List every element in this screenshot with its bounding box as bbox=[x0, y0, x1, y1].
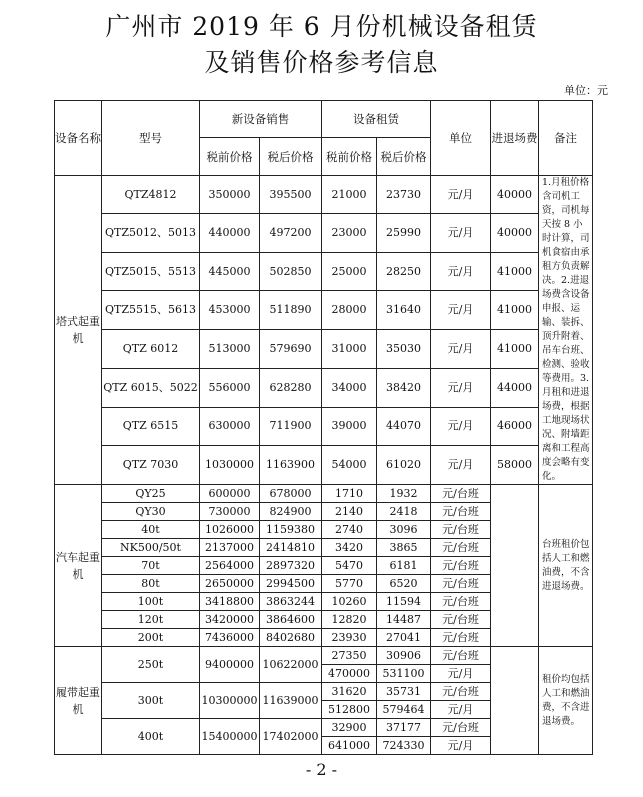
sale-post-tax-cell: 3863244 bbox=[260, 593, 322, 611]
rent-post-tax-cell: 28250 bbox=[377, 253, 431, 291]
sale-post-tax-cell: 628280 bbox=[260, 368, 322, 407]
model-cell: QY25 bbox=[102, 485, 200, 503]
rent-post-tax-cell: 23730 bbox=[377, 176, 431, 214]
sale-pre-tax-cell: 453000 bbox=[200, 291, 260, 330]
unit-cell: 元/台班 bbox=[431, 521, 491, 539]
model-cell: 40t bbox=[102, 521, 200, 539]
unit-cell: 元/月 bbox=[431, 253, 491, 291]
table-row bbox=[55, 485, 593, 503]
rent-pre-tax-cell: 23930 bbox=[322, 629, 377, 647]
model-cell: QTZ5515、5613 bbox=[102, 291, 200, 330]
rent-post-tax-cell: 27041 bbox=[377, 629, 431, 647]
category-truck-crane: 汽车起重机 bbox=[55, 485, 102, 647]
header-unit: 单位 bbox=[431, 101, 491, 176]
entry-exit-fee-cell: 41000 bbox=[491, 330, 539, 368]
model-cell: QTZ4812 bbox=[102, 176, 200, 214]
sale-post-tax-cell: 2897320 bbox=[260, 557, 322, 575]
page-title-line-1: 广州市 2019 年 6 月份机械设备租赁 bbox=[105, 12, 538, 41]
rent-pre-tax-cell: 27350 bbox=[322, 647, 377, 665]
rent-pre-tax-cell: 512800 bbox=[322, 701, 377, 719]
rent-post-tax-cell: 35030 bbox=[377, 330, 431, 368]
table-row bbox=[55, 176, 593, 214]
rent-post-tax-cell: 579464 bbox=[377, 701, 431, 719]
sale-pre-tax-cell: 2650000 bbox=[200, 575, 260, 593]
rent-pre-tax-cell: 25000 bbox=[322, 253, 377, 291]
entry-exit-fee-cell: 40000 bbox=[491, 214, 539, 253]
header-rental: 设备租赁 bbox=[322, 101, 431, 138]
unit-cell: 元/台班 bbox=[431, 593, 491, 611]
header-rent-pre-tax: 税前价格 bbox=[322, 138, 377, 176]
sale-pre-tax-cell: 1026000 bbox=[200, 521, 260, 539]
sale-pre-tax-cell: 730000 bbox=[200, 503, 260, 521]
header-model: 型号 bbox=[102, 101, 200, 176]
unit-cell: 元/台班 bbox=[431, 503, 491, 521]
unit-cell: 元/台班 bbox=[431, 611, 491, 629]
rent-post-tax-cell: 6520 bbox=[377, 575, 431, 593]
unit-cell: 元/月 bbox=[431, 291, 491, 330]
sale-pre-tax-cell: 513000 bbox=[200, 330, 260, 368]
rent-post-tax-cell: 14487 bbox=[377, 611, 431, 629]
rent-post-tax-cell: 38420 bbox=[377, 368, 431, 407]
remark-tower-crane: 1.月租价格含司机工资，司机每天按 8 小时计算，司机食宿由承租方负责解决。2.进退场费含设备申报、运输、装拆、顶升附着、吊车台班、检测、验收等费用。3.月租和进退场费，根据工地现场状况、附墙距离和工程高度会略有变化。 bbox=[539, 176, 593, 485]
rent-post-tax-cell: 1932 bbox=[377, 485, 431, 503]
rent-pre-tax-cell: 2740 bbox=[322, 521, 377, 539]
sale-pre-tax-cell: 7436000 bbox=[200, 629, 260, 647]
page-title-line-2: 及销售价格参考信息 bbox=[204, 48, 439, 77]
rent-post-tax-cell: 30906 bbox=[377, 647, 431, 665]
price-table bbox=[54, 100, 593, 755]
sale-post-tax-cell: 678000 bbox=[260, 485, 322, 503]
model-cell: QTZ 7030 bbox=[102, 445, 200, 484]
sale-post-tax-cell: 17402000 bbox=[260, 719, 322, 755]
sale-pre-tax-cell: 1030000 bbox=[200, 445, 260, 484]
rent-post-tax-cell: 35731 bbox=[377, 683, 431, 701]
sale-pre-tax-cell: 350000 bbox=[200, 176, 260, 214]
unit-cell: 元/月 bbox=[431, 701, 491, 719]
sale-post-tax-cell: 824900 bbox=[260, 503, 322, 521]
model-cell: QY30 bbox=[102, 503, 200, 521]
entry-exit-fee-cell bbox=[491, 647, 539, 755]
unit-cell: 元/月 bbox=[431, 330, 491, 368]
header-category: 设备名称 bbox=[55, 101, 102, 176]
sale-post-tax-cell: 1159380 bbox=[260, 521, 322, 539]
sale-pre-tax-cell: 440000 bbox=[200, 214, 260, 253]
model-cell: 400t bbox=[102, 719, 200, 755]
header-new-sale: 新设备销售 bbox=[200, 101, 322, 138]
entry-exit-fee-cell: 46000 bbox=[491, 407, 539, 445]
unit-cell: 元/月 bbox=[431, 176, 491, 214]
model-cell: 300t bbox=[102, 683, 200, 719]
rent-post-tax-cell: 25990 bbox=[377, 214, 431, 253]
rent-pre-tax-cell: 39000 bbox=[322, 407, 377, 445]
rent-post-tax-cell: 531100 bbox=[377, 665, 431, 683]
sale-pre-tax-cell: 10300000 bbox=[200, 683, 260, 719]
rent-post-tax-cell: 2418 bbox=[377, 503, 431, 521]
sale-pre-tax-cell: 3420000 bbox=[200, 611, 260, 629]
entry-exit-fee-cell: 44000 bbox=[491, 368, 539, 407]
category-tower-crane: 塔式起重机 bbox=[55, 176, 102, 485]
model-cell: 120t bbox=[102, 611, 200, 629]
page-number: - 2 - bbox=[305, 760, 338, 779]
unit-cell: 元/台班 bbox=[431, 629, 491, 647]
table-row bbox=[55, 330, 593, 368]
unit-cell: 元/台班 bbox=[431, 719, 491, 737]
rent-post-tax-cell: 11594 bbox=[377, 593, 431, 611]
unit-cell: 元/月 bbox=[431, 445, 491, 484]
rent-post-tax-cell: 37177 bbox=[377, 719, 431, 737]
table-row bbox=[55, 647, 593, 665]
model-cell: 70t bbox=[102, 557, 200, 575]
unit-cell: 元/台班 bbox=[431, 575, 491, 593]
rent-post-tax-cell: 724330 bbox=[377, 737, 431, 755]
rent-pre-tax-cell: 21000 bbox=[322, 176, 377, 214]
header-rent-post-tax: 税后价格 bbox=[377, 138, 431, 176]
model-cell: QTZ5012、5013 bbox=[102, 214, 200, 253]
model-cell: 250t bbox=[102, 647, 200, 683]
model-cell: QTZ 6515 bbox=[102, 407, 200, 445]
entry-exit-fee-cell: 40000 bbox=[491, 176, 539, 214]
rent-post-tax-cell: 3096 bbox=[377, 521, 431, 539]
table-row bbox=[55, 253, 593, 291]
table-row bbox=[55, 214, 593, 253]
rent-pre-tax-cell: 32900 bbox=[322, 719, 377, 737]
model-cell: QTZ 6012 bbox=[102, 330, 200, 368]
sale-post-tax-cell: 711900 bbox=[260, 407, 322, 445]
sale-post-tax-cell: 497200 bbox=[260, 214, 322, 253]
category-crawler-crane: 履带起重机 bbox=[55, 647, 102, 755]
model-cell: QTZ 6015、5022 bbox=[102, 368, 200, 407]
unit-cell: 元/月 bbox=[431, 214, 491, 253]
rent-pre-tax-cell: 5770 bbox=[322, 575, 377, 593]
sale-pre-tax-cell: 2564000 bbox=[200, 557, 260, 575]
entry-exit-fee-cell: 58000 bbox=[491, 445, 539, 484]
rent-pre-tax-cell: 1710 bbox=[322, 485, 377, 503]
rent-pre-tax-cell: 23000 bbox=[322, 214, 377, 253]
sale-pre-tax-cell: 3418800 bbox=[200, 593, 260, 611]
rent-pre-tax-cell: 54000 bbox=[322, 445, 377, 484]
table-row bbox=[55, 445, 593, 484]
entry-exit-fee-cell bbox=[491, 485, 539, 647]
sale-post-tax-cell: 511890 bbox=[260, 291, 322, 330]
rent-pre-tax-cell: 5470 bbox=[322, 557, 377, 575]
sale-pre-tax-cell: 600000 bbox=[200, 485, 260, 503]
rent-pre-tax-cell: 641000 bbox=[322, 737, 377, 755]
entry-exit-fee-cell: 41000 bbox=[491, 253, 539, 291]
unit-cell: 元/台班 bbox=[431, 539, 491, 557]
sale-pre-tax-cell: 630000 bbox=[200, 407, 260, 445]
model-cell: 100t bbox=[102, 593, 200, 611]
model-cell: NK500/50t bbox=[102, 539, 200, 557]
model-cell: 80t bbox=[102, 575, 200, 593]
rent-pre-tax-cell: 34000 bbox=[322, 368, 377, 407]
sale-post-tax-cell: 2414810 bbox=[260, 539, 322, 557]
header-sale-post-tax: 税后价格 bbox=[260, 138, 322, 176]
sale-post-tax-cell: 11639000 bbox=[260, 683, 322, 719]
remark-crawler-crane: 租价均包括人工和燃油费，不含进退场费。 bbox=[539, 647, 593, 755]
rent-pre-tax-cell: 12820 bbox=[322, 611, 377, 629]
sale-pre-tax-cell: 445000 bbox=[200, 253, 260, 291]
table-row bbox=[55, 368, 593, 407]
rent-post-tax-cell: 61020 bbox=[377, 445, 431, 484]
sale-pre-tax-cell: 9400000 bbox=[200, 647, 260, 683]
sale-post-tax-cell: 8402680 bbox=[260, 629, 322, 647]
rent-pre-tax-cell: 2140 bbox=[322, 503, 377, 521]
sale-post-tax-cell: 502850 bbox=[260, 253, 322, 291]
sale-post-tax-cell: 579690 bbox=[260, 330, 322, 368]
model-cell: QTZ5015、5513 bbox=[102, 253, 200, 291]
rent-pre-tax-cell: 3420 bbox=[322, 539, 377, 557]
model-cell: 200t bbox=[102, 629, 200, 647]
sale-post-tax-cell: 10622000 bbox=[260, 647, 322, 683]
rent-pre-tax-cell: 28000 bbox=[322, 291, 377, 330]
remark-truck-crane: 台班租价包括人工和燃油费，不含进退场费。 bbox=[539, 485, 593, 647]
rent-pre-tax-cell: 470000 bbox=[322, 665, 377, 683]
unit-cell: 元/台班 bbox=[431, 485, 491, 503]
sale-post-tax-cell: 3864600 bbox=[260, 611, 322, 629]
entry-exit-fee-cell: 41000 bbox=[491, 291, 539, 330]
rent-post-tax-cell: 3865 bbox=[377, 539, 431, 557]
sale-post-tax-cell: 2994500 bbox=[260, 575, 322, 593]
sale-pre-tax-cell: 556000 bbox=[200, 368, 260, 407]
unit-cell: 元/台班 bbox=[431, 683, 491, 701]
rent-post-tax-cell: 6181 bbox=[377, 557, 431, 575]
sale-post-tax-cell: 395500 bbox=[260, 176, 322, 214]
header-entry-exit-fee: 进退场费 bbox=[491, 101, 539, 176]
sale-post-tax-cell: 1163900 bbox=[260, 445, 322, 484]
rent-pre-tax-cell: 31620 bbox=[322, 683, 377, 701]
rent-post-tax-cell: 31640 bbox=[377, 291, 431, 330]
header-remarks: 备注 bbox=[539, 101, 593, 176]
unit-cell: 元/月 bbox=[431, 407, 491, 445]
unit-label: 单位：元 bbox=[564, 84, 608, 97]
rent-post-tax-cell: 44070 bbox=[377, 407, 431, 445]
rent-pre-tax-cell: 31000 bbox=[322, 330, 377, 368]
table-row bbox=[55, 407, 593, 445]
unit-cell: 元/月 bbox=[431, 368, 491, 407]
header-sale-pre-tax: 税前价格 bbox=[200, 138, 260, 176]
table-row bbox=[55, 291, 593, 330]
sale-pre-tax-cell: 15400000 bbox=[200, 719, 260, 755]
sale-pre-tax-cell: 2137000 bbox=[200, 539, 260, 557]
unit-cell: 元/台班 bbox=[431, 647, 491, 665]
unit-cell: 元/月 bbox=[431, 737, 491, 755]
unit-cell: 元/月 bbox=[431, 665, 491, 683]
rent-pre-tax-cell: 10260 bbox=[322, 593, 377, 611]
unit-cell: 元/台班 bbox=[431, 557, 491, 575]
